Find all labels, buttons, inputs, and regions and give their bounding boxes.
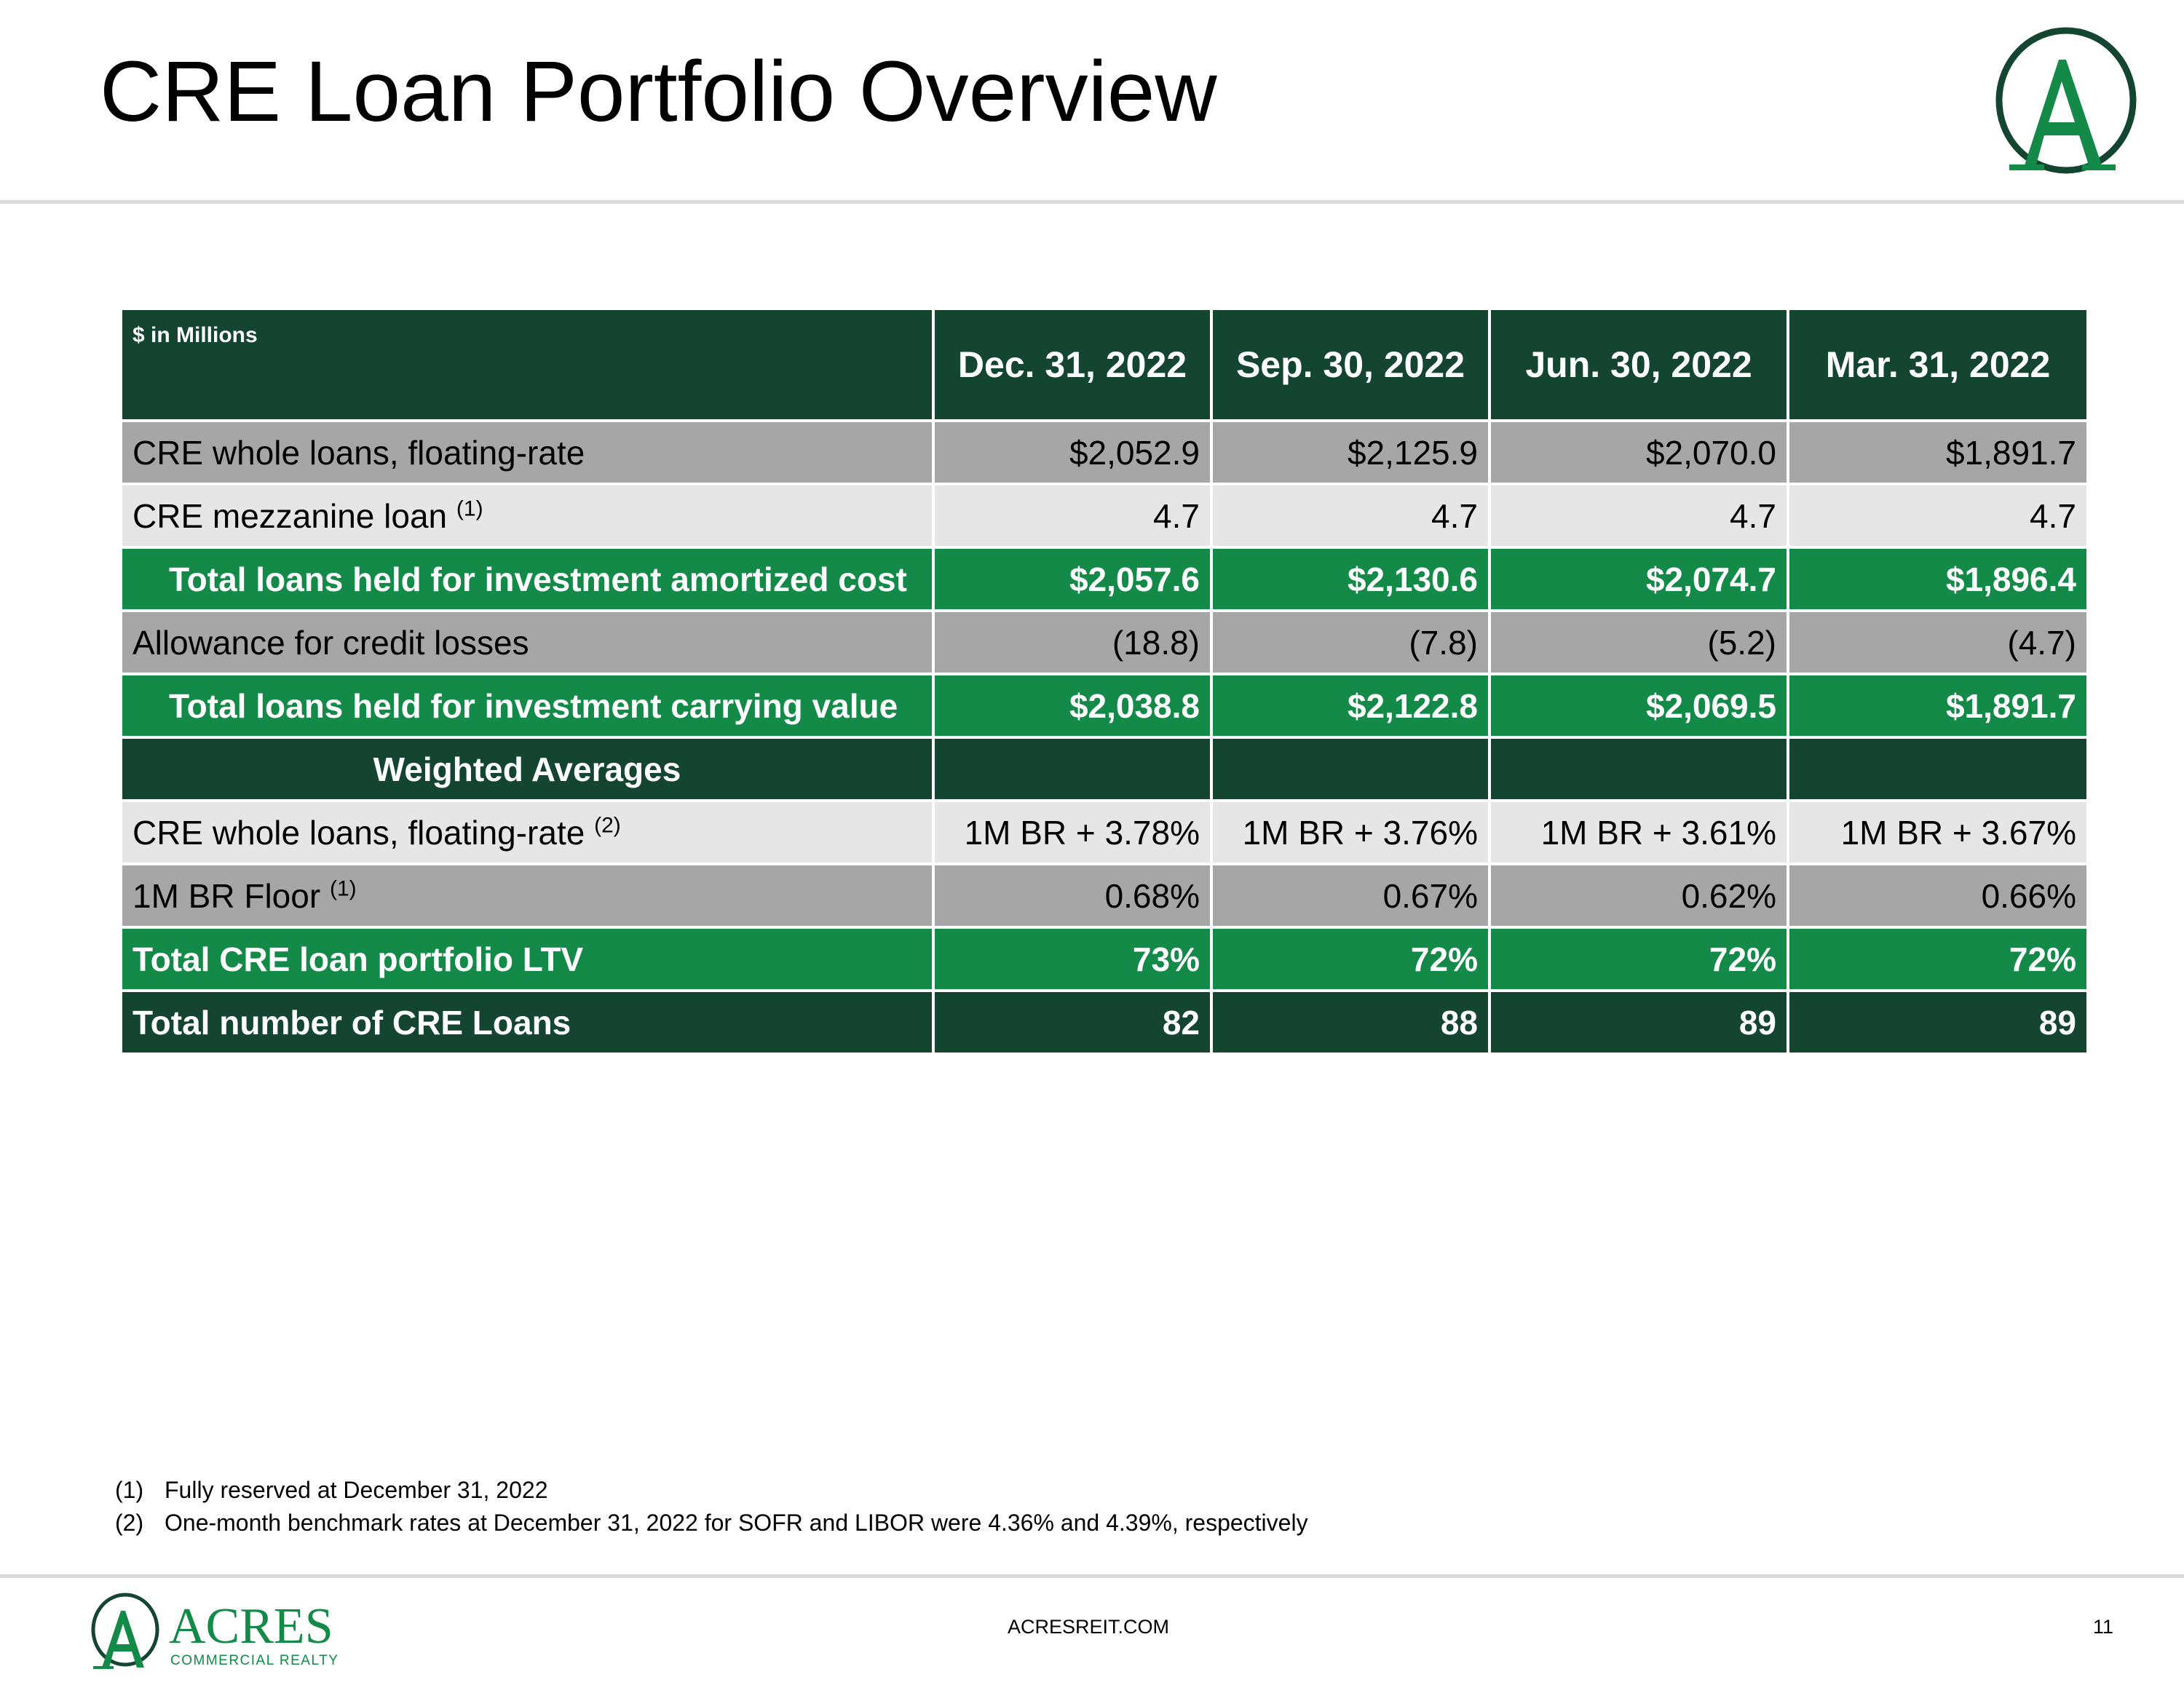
cell-value: 73% — [933, 927, 1211, 991]
cell-value: $2,052.9 — [933, 421, 1211, 484]
cell-value: 82 — [933, 991, 1211, 1054]
footer-website: ACRESREIT.COM — [1008, 1616, 1170, 1638]
table-row — [121, 864, 2088, 927]
row-label: Total loans held for investment carrying value — [121, 674, 933, 737]
cell-value: 0.67% — [1211, 864, 1489, 927]
cell-value: 0.66% — [1788, 864, 2088, 927]
cell-value: (18.8) — [933, 611, 1211, 674]
cell-value — [1489, 737, 1788, 801]
table-row — [121, 801, 2088, 864]
row-label: CRE whole loans, floating-rate $^{(2)}$ — [121, 801, 933, 864]
footnote-mark: (1) — [115, 1477, 144, 1503]
cell-value: $1,891.7 — [1788, 674, 2088, 737]
cell-value — [1788, 737, 2088, 801]
section-label: Weighted Averages — [121, 737, 933, 801]
page-title: CRE Loan Portfolio Overview — [100, 44, 1217, 140]
footnote-mark: (2) — [115, 1510, 144, 1536]
svg-text:ACRES: ACRES — [169, 1598, 333, 1654]
section-header-row — [121, 737, 2088, 801]
footnote-ref: (2) — [594, 813, 621, 838]
column-header: Dec. 31, 2022 — [933, 309, 1211, 421]
header-divider — [0, 200, 2184, 204]
cell-value: 89 — [1489, 991, 1788, 1054]
cell-value: 1M BR + 3.67% — [1788, 801, 2088, 864]
cell-value: $2,038.8 — [933, 674, 1211, 737]
column-header: Jun. 30, 2022 — [1489, 309, 1788, 421]
footnote-ref: (1) — [329, 876, 357, 901]
cell-value: $2,074.7 — [1489, 547, 1788, 611]
footnotes — [115, 1474, 1308, 1539]
cell-value: $2,130.6 — [1211, 547, 1489, 611]
cell-value — [933, 737, 1211, 801]
cell-value — [1211, 737, 1489, 801]
column-header: Sep. 30, 2022 — [1211, 309, 1489, 421]
cell-value: 72% — [1211, 927, 1489, 991]
cell-value: $2,122.8 — [1211, 674, 1489, 737]
cell-value: (7.8) — [1211, 611, 1489, 674]
table-row — [121, 547, 2088, 611]
cell-value: $2,125.9 — [1211, 421, 1489, 484]
row-label: Allowance for credit losses — [121, 611, 933, 674]
cell-value: 88 — [1211, 991, 1489, 1054]
cell-value: $1,896.4 — [1788, 547, 2088, 611]
row-label: Total number of CRE Loans — [121, 991, 933, 1054]
cell-value: $2,070.0 — [1489, 421, 1788, 484]
column-header: Mar. 31, 2022 — [1788, 309, 2088, 421]
footnote — [115, 1474, 1308, 1507]
row-label: Total CRE loan portfolio LTV — [121, 927, 933, 991]
footnote-ref: (1) — [456, 496, 483, 521]
table-row — [121, 674, 2088, 737]
cell-value: 1M BR + 3.76% — [1211, 801, 1489, 864]
cell-value: 4.7 — [1211, 484, 1489, 547]
table-row — [121, 927, 2088, 991]
page-number: 11 — [2093, 1616, 2114, 1638]
cell-value: 4.7 — [933, 484, 1211, 547]
loan-portfolio-table — [119, 307, 2089, 1055]
cell-value: $1,891.7 — [1788, 421, 2088, 484]
cell-value: 1M BR + 3.78% — [933, 801, 1211, 864]
footer-divider — [0, 1574, 2184, 1578]
row-label: CRE whole loans, floating-rate — [121, 421, 933, 484]
svg-text:COMMERCIAL REALTY: COMMERCIAL REALTY — [170, 1653, 339, 1668]
table-header-row — [121, 309, 2088, 421]
cell-value: 89 — [1788, 991, 2088, 1054]
footnote — [115, 1507, 1308, 1539]
cell-value: 72% — [1788, 927, 2088, 991]
footnote-text: One-month benchmark rates at December 31, 2022 for SOFR and LIBOR were 4.36% and 4.39%, respectively — [165, 1510, 1308, 1536]
cell-value: $2,057.6 — [933, 547, 1211, 611]
acres-commercial-realty-logo — [80, 1590, 342, 1674]
table-row — [121, 611, 2088, 674]
table-row — [121, 421, 2088, 484]
cell-value: (4.7) — [1788, 611, 2088, 674]
cell-value: 0.62% — [1489, 864, 1788, 927]
footnote-text: Fully reserved at December 31, 2022 — [165, 1477, 548, 1503]
row-label: CRE mezzanine loan $^{(1)}$ — [121, 484, 933, 547]
cell-value: 4.7 — [1788, 484, 2088, 547]
cell-value: 4.7 — [1489, 484, 1788, 547]
table-row — [121, 991, 2088, 1054]
cell-value: (5.2) — [1489, 611, 1788, 674]
row-label: Total loans held for investment amortized cost — [121, 547, 933, 611]
unit-label: $ in Millions — [121, 309, 933, 421]
cell-value: 0.68% — [933, 864, 1211, 927]
table-row — [121, 484, 2088, 547]
cell-value: 72% — [1489, 927, 1788, 991]
cell-value: 1M BR + 3.61% — [1489, 801, 1788, 864]
row-label: 1M BR Floor $^{(1)}$ — [121, 864, 933, 927]
acres-a-logo-icon — [1980, 22, 2140, 182]
cell-value: $2,069.5 — [1489, 674, 1788, 737]
